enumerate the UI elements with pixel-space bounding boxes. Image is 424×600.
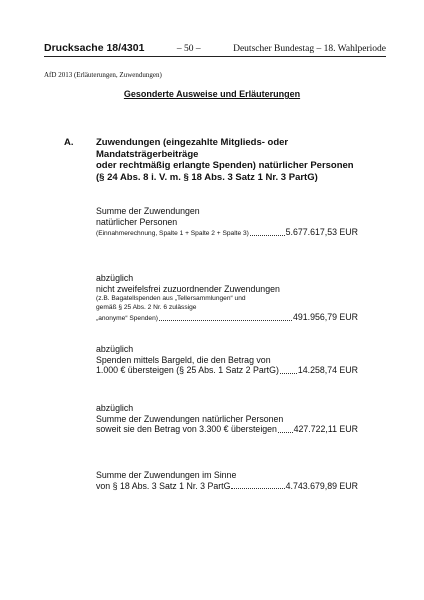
block-line: abzüglich xyxy=(96,344,134,354)
afd-note: AfD 2013 (Erläuterungen, Zuwendungen) xyxy=(44,71,162,79)
section-title-line: (§ 24 Abs. 8 i. V. m. § 18 Abs. 3 Satz 1 Nr. 3 PartG) xyxy=(96,171,318,183)
amount-label: soweit sie den Betrag von 3.300 € übersteigen xyxy=(96,424,277,434)
sum-block-total xyxy=(96,206,358,238)
block-small-line: gemäß § 25 Abs. 2 Nr. 6 zulässige xyxy=(96,304,197,311)
dot-leader xyxy=(159,320,292,321)
amount-value: 491.956,79 EUR xyxy=(292,312,358,322)
block-line: Summe der Zuwendungen xyxy=(96,206,200,216)
amount-value: 4.743.679,89 EUR xyxy=(285,480,358,491)
dot-leader xyxy=(231,488,284,489)
amount-label: 1.000 € übersteigen (§ 25 Abs. 1 Satz 2 PartG) xyxy=(96,365,279,375)
sum-block-cash xyxy=(96,344,358,376)
parliament-label: Deutscher Bundestag – 18. Wahlperiode xyxy=(233,44,386,54)
section-title-line: oder rechtmäßig erlangte Spenden) natürlicher Personen xyxy=(96,160,354,171)
section-heading: Gesonderte Ausweise und Erläuterungen xyxy=(123,89,301,99)
amount-label: „anonyme“ Spenden) xyxy=(96,315,158,322)
section-title-line: Zuwendungen (eingezahlte Mitglieds- oder Mandatsträgerbeiträge xyxy=(96,137,289,160)
block-line: abzüglich xyxy=(96,403,134,413)
block-line: abzüglich xyxy=(96,273,134,283)
sum-block-unassignable xyxy=(96,273,358,323)
dot-leader xyxy=(250,235,285,236)
amount-label: (Einnahmerechnung, Spalte 1 + Spalte 2 + Spalte 3) xyxy=(96,230,249,237)
block-line: Summe der Zuwendungen im Sinne xyxy=(96,470,237,480)
amount-value: 427.722,11 EUR xyxy=(293,424,358,434)
page-header xyxy=(44,42,386,54)
amount-line xyxy=(96,227,358,238)
amount-line xyxy=(96,365,358,376)
amount-value: 14.258,74 EUR xyxy=(297,365,358,375)
dot-leader xyxy=(280,373,297,374)
section-letter: A. xyxy=(64,137,74,148)
amount-value: 5.677.617,53 EUR xyxy=(285,227,358,237)
block-line: Spenden mittels Bargeld, die den Betrag von xyxy=(96,354,271,365)
block-line: natürlicher Personen xyxy=(96,216,178,227)
dot-leader xyxy=(278,432,293,433)
amount-line xyxy=(96,312,358,323)
header-rule xyxy=(44,56,386,57)
page-number: – 50 – xyxy=(176,44,201,54)
section-title xyxy=(96,137,386,183)
block-small-line: (z.B. Bagatellspenden aus „Tellersammlungen“ und xyxy=(96,295,246,302)
sum-block-final xyxy=(96,470,358,491)
sum-block-over-3300 xyxy=(96,403,358,435)
amount-line xyxy=(96,481,358,492)
amount-line xyxy=(96,424,358,435)
block-line: nicht zweifelsfrei zuzuordnender Zuwendungen xyxy=(96,283,280,294)
block-line: Summe der Zuwendungen natürlicher Personen xyxy=(96,413,284,424)
drucksache-number: Drucksache 18/4301 xyxy=(44,42,145,54)
amount-label: von § 18 Abs. 3 Satz 1 Nr. 3 PartG xyxy=(96,480,231,491)
